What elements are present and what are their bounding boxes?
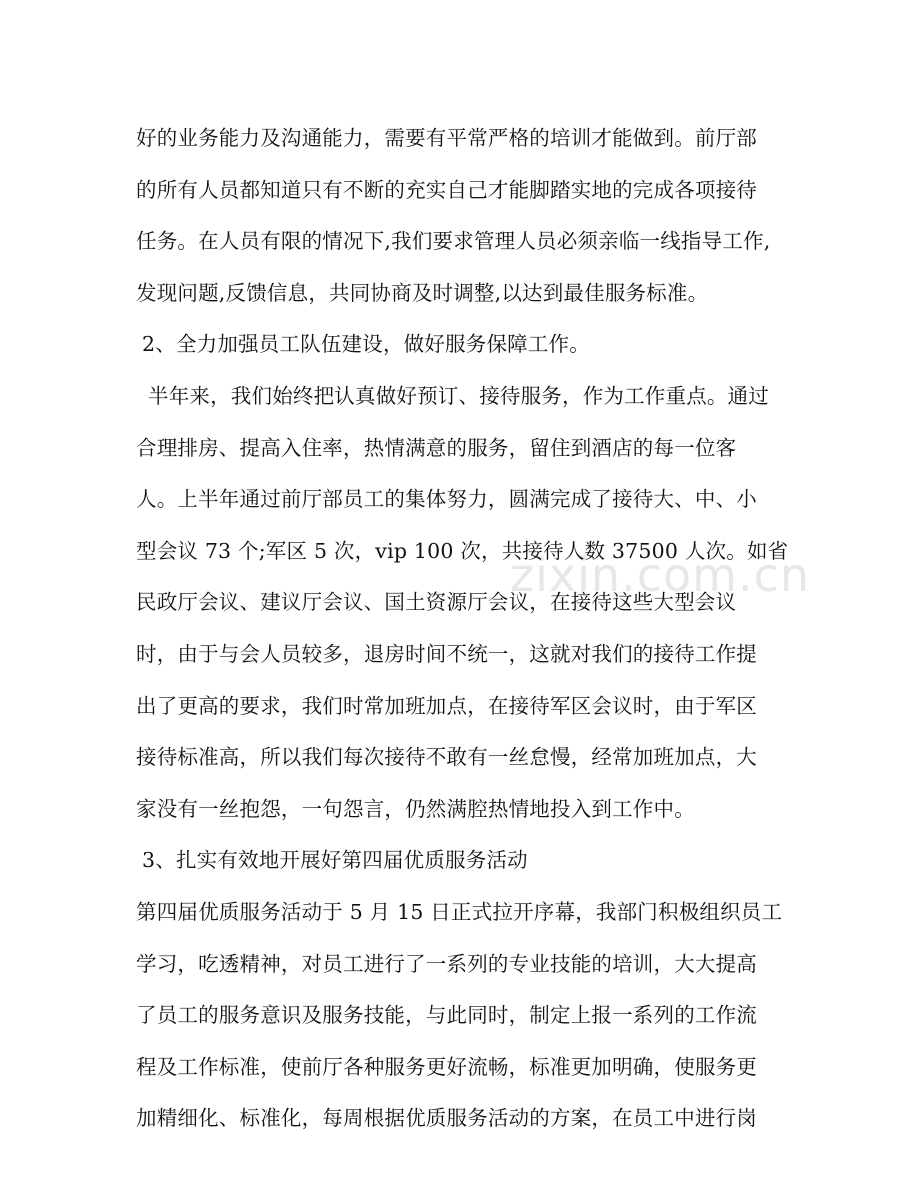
text-line: 了员工的服务意识及服务技能，与此同时，制定上报一系列的工作流 [136, 1003, 757, 1028]
text-line: 时，由于与会人员较多，退房时间不统一，这就对我们的接待工作提 [136, 641, 757, 666]
text-line: 发现问题,反馈信息，共同协商及时调整,以达到最佳服务标准。 [136, 280, 709, 305]
text-line: 学习，吃透精神，对员工进行了一系列的专业技能的培训，大大提高 [136, 951, 757, 976]
section-heading-2: 2、全力加强员工队伍建设，做好服务保障工作。 [142, 332, 590, 357]
text-line: 程及工作标准，使前厅各种服务更好流畅，标准更加明确，使服务更 [136, 1054, 757, 1079]
text-line: 的所有人员都知道只有不断的充实自己才能脚踏实地的完成各项接待 [136, 177, 757, 202]
text-line: 半年来，我们始终把认真做好预订、接待服务，作为工作重点。通过 [148, 383, 769, 408]
section-heading-3: 3、扎实有效地开展好第四届优质服务活动 [142, 848, 528, 873]
text-line: 民政厅会议、建议厅会议、国土资源厅会议，在接待这些大型会议 [136, 590, 737, 615]
text-line: 出了更高的要求，我们时常加班加点，在接待军区会议时，由于军区 [136, 693, 757, 718]
body-text [136, 113, 796, 1145]
text-line: 接待标准高，所以我们每次接待不敢有一丝怠慢，经常加班加点，大 [136, 745, 757, 770]
text-line: 加精细化、标准化，每周根据优质服务活动的方案，在员工中进行岗 [136, 1106, 757, 1131]
text-line: 任务。在人员有限的情况下,我们要求管理人员必须亲临一线指导工作, [136, 229, 771, 254]
text-line: 人。上半年通过前厅部员工的集体努力，圆满完成了接待大、中、小 [136, 487, 757, 512]
text-line: 型会议 73 个;军区 5 次，vip 100 次，共接待人数 37500 人次。如省 [136, 538, 789, 563]
watermark: zixin.com.cn [510, 548, 811, 602]
text-line: 好的业务能力及沟通能力，需要有平常严格的培训才能做到。前厅部 [136, 126, 757, 150]
text-line: 家没有一丝抱怨，一句怨言，仍然满腔热情地投入到工作中。 [136, 796, 695, 821]
text-line: 合理排房、提高入住率，热情满意的服务，留住到酒店的每一位客 [136, 435, 737, 460]
text-line: 第四届优质服务活动于 5 月 15 日正式拉开序幕，我部门积极组织员工 [136, 899, 783, 924]
